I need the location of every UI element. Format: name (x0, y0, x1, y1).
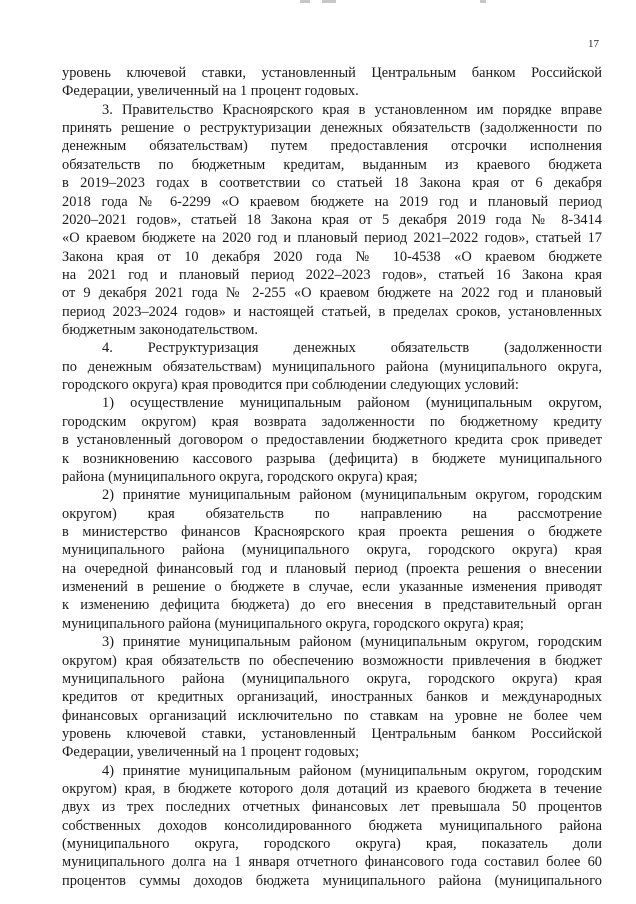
text-line: округом) края обязательств по обеспечению возможности привлечения в бюджет (62, 652, 602, 669)
text-line: в 2019–2023 годах в соответствии со статьей 18 Закона края от 6 декабря (62, 175, 602, 192)
text-line: по денежным обязательствам) муниципального района (муниципального округа, (62, 358, 602, 375)
text-line: округом) края, в бюджете которого доля дотаций из краевого бюджета в течение (62, 781, 602, 798)
text-line: в установленный договором о предоставлении бюджетного кредита срок приведет (62, 432, 602, 449)
text-line: обязательств по бюджетным кредитам, выданным из краевого бюджета (62, 156, 602, 173)
text-line: городского округа) края проводится при соблюдении следующих условий: (62, 377, 519, 394)
text-line: 2) принятие муниципальным районом (муниципальным округом, городским (102, 487, 602, 504)
text-line: в министерство финансов Красноярского края проекта решения о бюджете (62, 523, 602, 540)
text-line: 1) осуществление муниципальным районом (муниципальным округом, (102, 395, 602, 412)
text-line: денежным обязательствам) путем предоставления отсрочки исполнения (62, 138, 602, 155)
text-line: изменений в решение о бюджете в случае, если указанные изменения приводят (62, 579, 602, 596)
text-line: принять решение о реструктуризации денежных обязательств (задолженности по (62, 120, 602, 137)
text-line: муниципального района (муниципального округа, городского округа) края (62, 670, 602, 687)
text-line: к возникновению кассового разрыва (дефицита) в бюджете муниципального (62, 450, 602, 467)
text-line: 2018 года № 6-2299 «О краевом бюджете на 2019 год и плановый период (62, 193, 602, 210)
scan-artifact-mid (322, 0, 336, 3)
text-line: 4. Реструктуризация денежных обязательств (задолженности (102, 340, 602, 357)
text-line: процентов суммы доходов бюджета муниципального района (муниципального (62, 872, 602, 889)
page-number: 17 (588, 38, 599, 50)
text-line: округом) края обязательств по направлению на рассмотрение (62, 505, 602, 522)
text-line: кредитов от кредитных организаций, иностранных банков и международных (62, 689, 602, 706)
text-line: бюджетным законодательством. (62, 322, 258, 339)
text-line: на 2021 год и плановый период 2022–2023 годов», статьей 16 Закона края (62, 266, 602, 283)
text-line: Федерации, увеличенный на 1 процент годовых; (62, 744, 360, 761)
text-line: к изменению дефицита бюджета) до его внесения в представительный орган (62, 597, 602, 614)
text-line: финансовых организаций исключительно по ставкам на уровне не более чем (62, 707, 602, 724)
scan-artifact-left (300, 0, 310, 3)
text-line: 3. Правительство Красноярского края в установленном им порядке вправе (102, 101, 602, 118)
text-line: 3) принятие муниципальным районом (муниципальным округом, городским (102, 634, 602, 651)
text-line: двух из трех последних отчетных финансовых лет превышала 50 процентов (62, 799, 602, 816)
text-line: района (муниципального округа, городского округа) края; (62, 468, 418, 485)
text-line: муниципального района (муниципального округа, городского округа) края; (62, 615, 524, 632)
scan-artifact-right (480, 0, 486, 3)
text-line: (муниципального округа, городского округа) края, показатель доли (62, 836, 602, 853)
text-line: на очередной финансовый год и плановый период (проекта решения о внесении (62, 560, 602, 577)
text-line: период 2023–2024 годов» и настоящей статьей, в пределах сроков, установленных (62, 303, 602, 320)
text-line: Федерации, увеличенный на 1 процент годовых. (62, 83, 359, 100)
text-line: от 9 декабря 2021 года № 2-255 «О краевом бюджете на 2022 год и плановый (62, 285, 602, 302)
text-line: 4) принятие муниципальным районом (муниципальным округом, городским (102, 762, 602, 779)
text-line: муниципального района (муниципального округа, городского округа) края (62, 542, 602, 559)
text-line: 2020–2021 годов», статьей 18 Закона края от 5 декабря 2019 года № 8-3414 (62, 211, 602, 228)
document-body (62, 64, 602, 890)
text-line: «О краевом бюджете на 2020 год и плановый период 2021–2022 годов», статьей 17 (62, 230, 602, 247)
text-line: городским округом) края возврата задолженности по бюджетному кредиту (62, 413, 602, 430)
text-line: Закона края от 10 декабря 2020 года № 10-4538 «О краевом бюджете (62, 248, 602, 265)
text-line: уровень ключевой ставки, установленный Центральным банком Российской (62, 65, 602, 81)
text-line: собственных доходов консолидированного бюджета муниципального района (62, 817, 602, 834)
text-line: муниципального долга на 1 января отчетного финансового года составил более 60 (62, 854, 602, 871)
text-line: уровень ключевой ставки, установленный Центральным банком Российской (62, 725, 602, 742)
